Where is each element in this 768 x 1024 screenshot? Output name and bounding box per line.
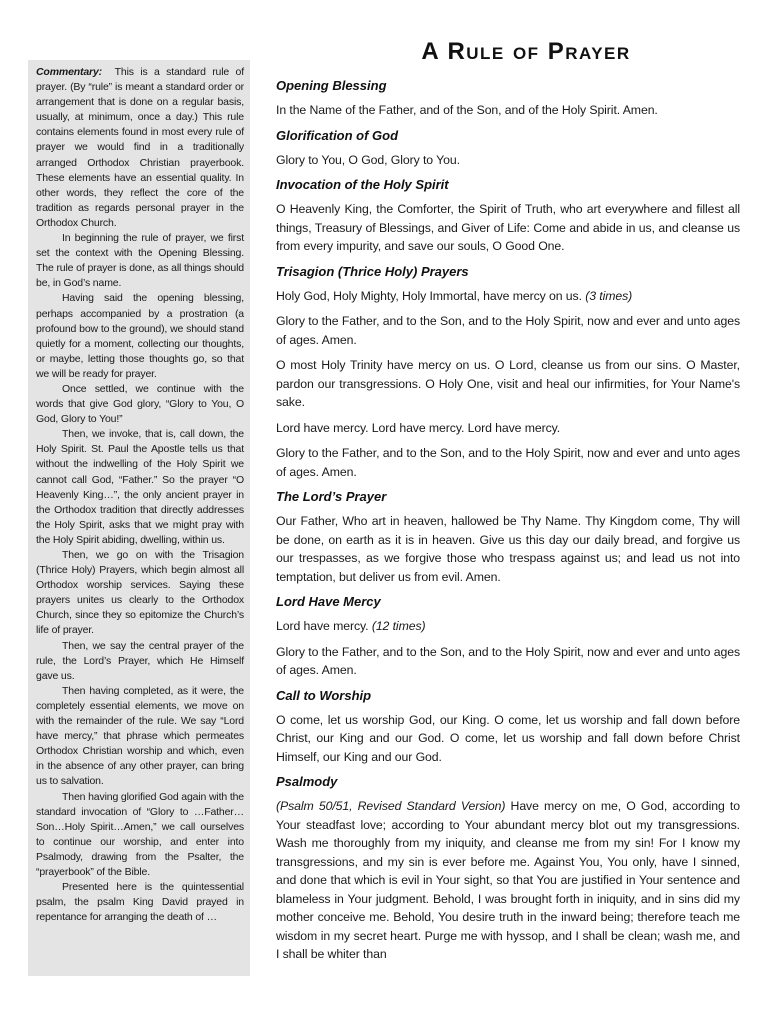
prayer-text-body: Holy God, Holy Mighty, Holy Immortal, have mercy on us. bbox=[276, 288, 582, 303]
prayer-text-body: Lord have mercy. bbox=[276, 619, 369, 633]
prayer-text bbox=[276, 101, 740, 120]
commentary-paragraph: In beginning the rule of prayer, we first set the context with the Opening Blessing. The rule of prayer is done, as all things should be, in God’s name. bbox=[36, 232, 244, 290]
section-heading: Lord Have Mercy bbox=[276, 594, 381, 609]
prayer-text-body: Glory to the Father, and to the Son, and to the Holy Spirit, now and ever and unto ages of ages. Amen. bbox=[276, 644, 740, 677]
prayer-text bbox=[276, 617, 740, 636]
prayer-text bbox=[276, 643, 740, 680]
prayer-text bbox=[276, 356, 740, 412]
section-heading: Trisagion (Thrice Holy) Prayers bbox=[276, 263, 469, 279]
prayer-section bbox=[276, 264, 740, 482]
scripture-reference: (Psalm 50/51, Revised Standard Version) bbox=[276, 799, 506, 813]
prayer-text bbox=[276, 444, 740, 481]
prayer-section bbox=[276, 177, 740, 256]
commentary-paragraph: Commentary: This is a standard rule of prayer. (By “rule” is meant a standard order or arrangement that is done on a regular basis, usually, at minimum, once a day.) This rule contains elements found in most every rule of prayer we would find in a traditionally arranged Orthodox Christian prayerbook. These elements have an essential quality. In other words, they reflect the core of the tradition as regards personal prayer in the Orthodox Church. bbox=[36, 66, 244, 229]
prayer-sections bbox=[276, 78, 740, 964]
prayer-rule-main bbox=[276, 0, 740, 1024]
commentary-paragraph: Then, we invoke, that is, call down, the Holy Spirit. St. Paul the Apostle tells us that without the indwelling of the Holy Spirit we cannot call God, “Father.” So the prayer “O Heavenly King…”, the only ancient prayer in the Orthodox tradition that directly addresses the Holy Spirit, asks that we might pray with the Holy Spirit abiding, dwelling, within us. bbox=[36, 428, 244, 546]
section-heading: Invocation of the Holy Spirit bbox=[276, 177, 449, 192]
prayer-section bbox=[276, 489, 740, 586]
commentary-lead: Commentary: bbox=[36, 66, 103, 78]
commentary-paragraph: Having said the opening blessing, perhaps accompanied by a prostration (a profound bow to the ground), we should stand quietly for a moment, collecting our thoughts, or maybe, letting those thoughts go, so that we will be ready for prayer. bbox=[36, 292, 244, 380]
prayer-section bbox=[276, 594, 740, 680]
commentary-sidebar bbox=[28, 60, 250, 976]
prayer-text bbox=[276, 797, 740, 964]
prayer-section bbox=[276, 78, 740, 120]
prayer-text-body: Glory to the Father, and to the Son, and to the Holy Spirit, now and ever and unto ages of ages. Amen. bbox=[276, 446, 740, 479]
prayer-section bbox=[276, 688, 740, 767]
prayer-section bbox=[276, 774, 740, 964]
prayer-section bbox=[276, 128, 740, 170]
prayer-text-body: Have mercy on me, O God, according to Your steadfast love; according to Your abundant mercy blot out my transgressions. Wash me thoroughly from my iniquity, and cleanse me from my sin! For I know my transgressions, and my sin is ever before me. Against You, You only, have I sinned, and done that which is evil in Your sight, so that You are justified in Your sentence and blameless in Your judgment. Behold, I was brought forth in iniquity, and in sins did my mother conceive me. Behold, You desire truth in the inward being; therefore teach me wisdom in my secret heart. Purge me with hyssop, and I shall be clean; wash me, and I shall be whiter than bbox=[276, 799, 740, 961]
prayer-text bbox=[276, 711, 740, 767]
prayer-text bbox=[276, 200, 740, 256]
commentary-paragraph: Once settled, we continue with the words that give God glory, “Glory to You, O God, Glory to You!” bbox=[36, 382, 244, 426]
prayer-text-body: Lord have mercy. Lord have mercy. Lord have mercy. bbox=[276, 420, 561, 435]
commentary-paragraph: Then, we go on with the Trisagion (Thrice Holy) Prayers, which begin almost all Orthodox worship services. Saying these prayers unites us clearly to the Orthodox Church, since they so epitomize the Church’s life of prayer. bbox=[36, 549, 244, 637]
prayer-text bbox=[276, 312, 740, 349]
commentary-paragraph: Then having completed, as it were, the completely essential elements, we move on with the remainder of the rule. We say “Lord have mercy,” that phrase which permeates Orthodox Christian worship and which, even in the absence of any other prayer, can bring us to salvation. bbox=[36, 684, 244, 788]
prayer-text bbox=[276, 512, 740, 586]
prayer-text-body: O most Holy Trinity have mercy on us. O Lord, cleanse us from our sins. O Master, pardon our transgressions. O Holy One, visit and heal our infirmities, for Your Name's sake. bbox=[276, 358, 740, 409]
prayer-text-body: O come, let us worship God, our King. O come, let us worship and fall down before Christ, our King and our God. O come, let us worship and fall down before Christ Himself, our King and our God. bbox=[276, 712, 740, 764]
repeat-note: (3 times) bbox=[585, 288, 633, 303]
prayer-text-body: Glory to You, O God, Glory to You. bbox=[276, 152, 460, 167]
section-heading: Call to Worship bbox=[276, 687, 372, 703]
prayer-text-body: In the Name of the Father, and of the Son, and of the Holy Spirit. Amen. bbox=[276, 103, 658, 117]
repeat-note: (12 times) bbox=[371, 619, 426, 633]
prayer-text bbox=[276, 419, 740, 438]
prayer-text bbox=[276, 151, 740, 170]
commentary-paragraph: Then, we say the central prayer of the rule, the Lord’s Prayer, which He Himself gave us. bbox=[36, 639, 244, 682]
section-heading: The Lord’s Prayer bbox=[276, 489, 387, 504]
prayer-text-body: Our Father, Who art in heaven, hallowed be Thy Name. Thy Kingdom come, Thy will be done, on earth as it is in heaven. Give us this day our daily bread, and forgive us our trespasses, as we forgive those who trespass against us; and lead us not into temptation, but deliver us from evil. Amen. bbox=[276, 514, 740, 584]
prayer-text-body: O Heavenly King, the Comforter, the Spirit of Truth, who art everywhere and fillest all things, Treasury of Blessings, and Giver of Life: Come and abide in us, and cleanse us from every impurity, and save our souls, O Good One. bbox=[276, 202, 740, 253]
commentary-paragraph: Presented here is the quintessential psalm, the psalm King David prayed in repentance for arranging the death of … bbox=[36, 881, 244, 924]
section-heading: Glorification of God bbox=[276, 127, 399, 143]
section-heading: Psalmody bbox=[276, 774, 338, 789]
section-heading: Opening Blessing bbox=[276, 78, 387, 93]
prayer-text bbox=[276, 287, 740, 306]
page-title: A Rule of Prayer bbox=[421, 38, 631, 65]
prayer-text-body: Glory to the Father, and to the Son, and to the Holy Spirit, now and ever and unto ages of ages. Amen. bbox=[276, 314, 740, 347]
commentary-paragraph: Then having glorified God again with the standard invocation of “Glory to …Father…Son…Holy Spirit…Amen,” we call ourselves to continue our worship, and enter into Psalmody, drawing from the Psalter, the “prayerbook” of the Bible. bbox=[36, 790, 244, 878]
